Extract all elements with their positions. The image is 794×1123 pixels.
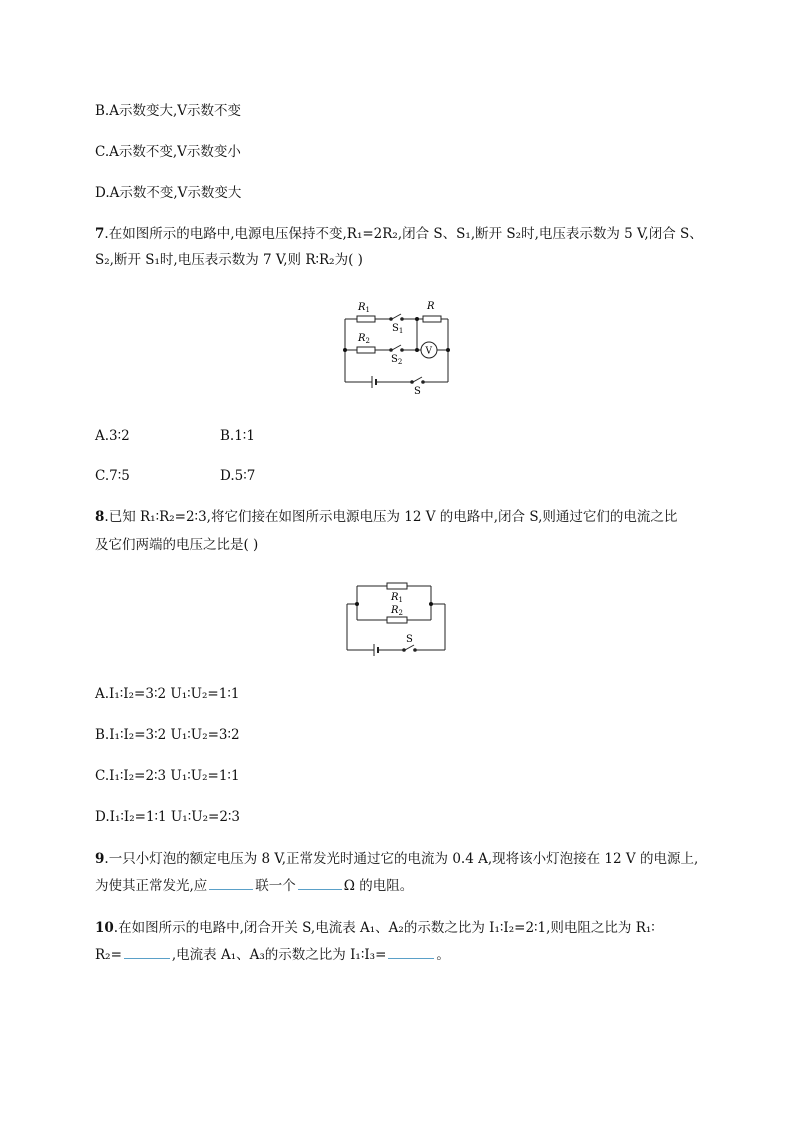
q7-circuit-diagram: [335, 295, 465, 395]
q8-circuit-diagram: [343, 578, 453, 658]
q7-r1-resistor: [357, 316, 375, 322]
q6-option-b: B.A示数变大,V示数不变: [95, 103, 242, 119]
q9-text-1: .一只小灯泡的额定电压为 8 V,正常发光时通过它的电流为 0.4 A,现将该小灯泡接在 12 V 的电源上,: [104, 851, 699, 867]
q8-stem-line1: [95, 507, 677, 527]
q8-number: 8: [95, 509, 105, 525]
q7-label-r2: $R_2$: [358, 333, 370, 345]
q8-option-c: C.I₁∶I₂=2∶3 U₁∶U₂=1∶1: [95, 768, 240, 784]
q7-s2-switch: [392, 345, 401, 350]
q7-label-s1: $S_1$: [392, 323, 404, 335]
q9-text-2b: 联一个: [255, 878, 296, 894]
q7-r2-resistor: [357, 347, 375, 353]
q8-label-r2: $R_2$: [391, 605, 403, 617]
q8-label-r1: $R_1$: [391, 592, 403, 604]
q7-option-d: D.5∶7: [220, 468, 256, 484]
q8-text-1: .已知 R₁∶R₂=2∶3,将它们接在如图所示电源电压为 12 V 的电路中,闭合 S,则通过它们的电流之比: [104, 509, 678, 525]
q7-number: 7: [95, 226, 105, 242]
q10-text-2a: R₂=: [95, 947, 122, 963]
q10-text-1: .在如图所示的电路中,闭合开关 S,电流表 A₁、A₂的示数之比为 I₁∶I₂=2∶1,则电阻之比为 R₁∶: [113, 920, 655, 936]
q7-label-v: V: [425, 346, 432, 357]
q10-number: 10: [95, 920, 114, 936]
q7-s-switch: [413, 377, 422, 382]
q8-option-b: B.I₁∶I₂=3∶2 U₁∶U₂=3∶2: [95, 727, 240, 743]
q6-option-c: C.A示数不变,V示数变小: [95, 144, 241, 160]
q9-blank-1[interactable]: [209, 877, 253, 890]
q10-blank-1[interactable]: [124, 946, 170, 959]
q7-text-1: .在如图所示的电路中,电源电压保持不变,R₁=2R₂,闭合 S、S₁,断开 S₂时,电压表示数为 5 V,闭合 S、: [104, 226, 703, 242]
q7-label-s: S: [414, 386, 421, 395]
q8-option-a: A.I₁∶I₂=3∶2 U₁∶U₂=1∶1: [95, 686, 240, 702]
q10-stem-line2: [95, 945, 450, 965]
q8-r1-resistor: [387, 583, 407, 589]
q10-blank-2[interactable]: [388, 946, 434, 959]
q8-stem-line2: 及它们两端的电压之比是( ): [95, 537, 259, 553]
q8-r2-resistor: [387, 617, 407, 623]
q8-s-switch: [405, 645, 414, 650]
q9-number: 9: [95, 851, 105, 867]
q9-text-2c: Ω 的电阻。: [343, 878, 414, 894]
q7-option-b: B.1∶1: [220, 428, 255, 444]
q10-text-2c: 。: [436, 947, 450, 963]
q7-option-c: C.7∶5: [95, 468, 130, 484]
q7-option-a: A.3∶2: [95, 428, 130, 444]
q7-stem-line2: S₂,断开 S₁时,电压表示数为 7 V,则 R∶R₂为( ): [95, 252, 363, 268]
q7-stem-line1: [95, 224, 703, 244]
q9-stem-line1: [95, 849, 698, 869]
q7-r-resistor: [423, 316, 441, 322]
q8-label-s: S: [406, 634, 413, 645]
q7-s1-switch: [392, 314, 401, 319]
q8-option-d: D.I₁∶I₂=1∶1 U₁∶U₂=2∶3: [95, 809, 241, 825]
q7-label-r1: $R_1$: [358, 302, 370, 314]
q9-blank-2[interactable]: [298, 877, 342, 890]
q6-option-d: D.A示数不变,V示数变大: [95, 185, 242, 201]
q7-label-r: R: [427, 301, 435, 312]
q7-label-s2: $S_2$: [391, 354, 403, 366]
q9-text-2a: 为使其正常发光,应: [95, 878, 208, 894]
q9-stem-line2: [95, 876, 413, 896]
q10-text-2b: ,电流表 A₁、A₃的示数之比为 I₁∶I₃=: [171, 947, 387, 963]
q10-stem-line1: [95, 918, 655, 938]
